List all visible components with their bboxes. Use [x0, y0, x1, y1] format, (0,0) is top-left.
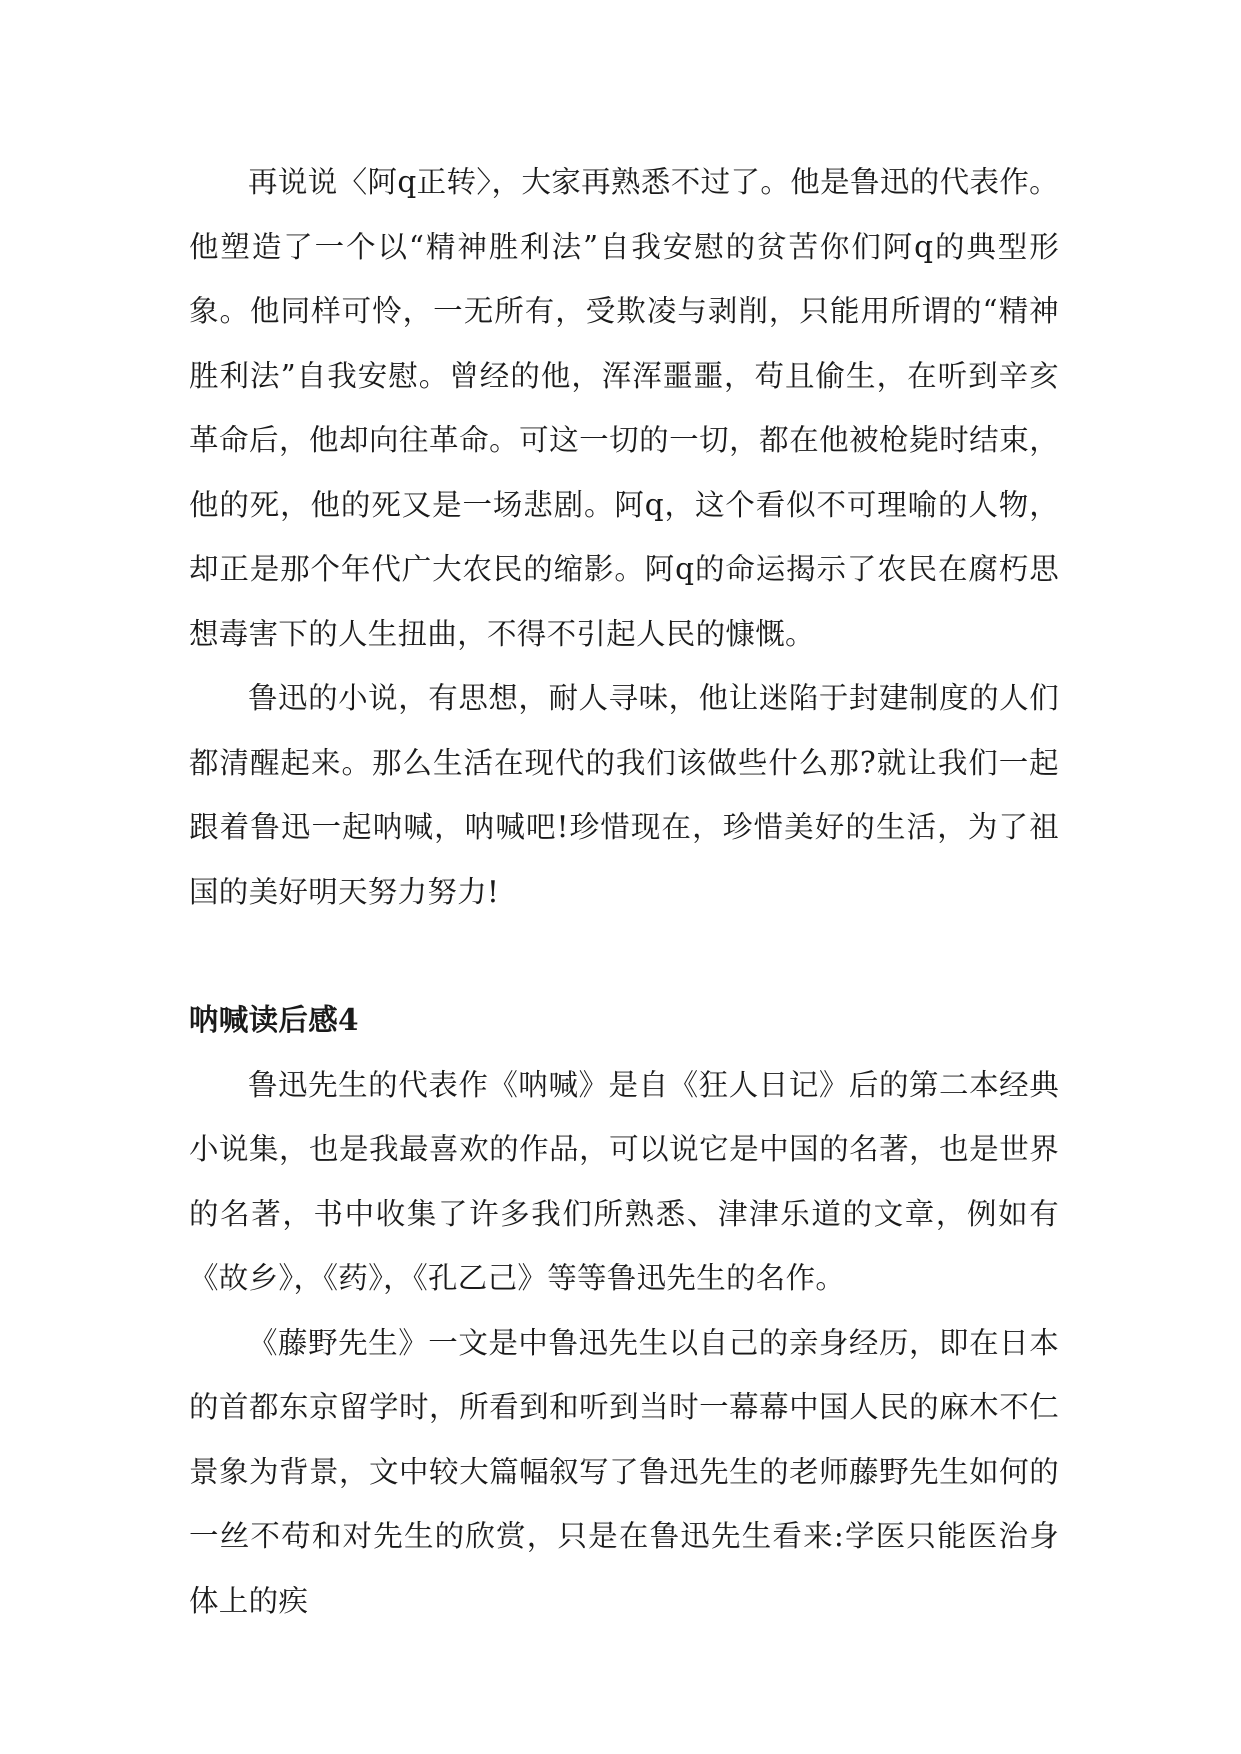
paragraph: 再说说〈阿q正转〉，大家再熟悉不过了。他是鲁迅的代表作。他塑造了一个以“精神胜利法”自我安慰的贫苦你们阿q的典型形象。他同样可怜，一无所有，受欺凌与剥削，只能用所谓的“精神胜利法”自我安慰。曾经的他，浑浑噩噩，苟且偷生，在听到辛亥革命后，他却向往革命。可这一切的一切，都在他被枪毙时结束，他的死，他的死又是一场悲剧。阿q，这个看似不可理喻的人物，却正是那个年代广大农民的缩影。阿q的命运揭示了农民在腐朽思想毒害下的人生扭曲，不得不引起人民的慷慨。 — [189, 165, 1059, 651]
paragraph: 《藤野先生》一文是中鲁迅先生以自己的亲身经历，即在日本的首都东京留学时，所看到和听到当时一幕幕中国人民的麻木不仁景象为背景，文中较大篇幅叙写了鲁迅先生的老师藤野先生如何的一丝不苟和对先生的欣赏，只是在鲁迅先生看来:学医只能医治身体上的疾 — [189, 1325, 1059, 1618]
paragraph: 鲁迅的小说，有思想，耐人寻味，他让迷陷于封建制度的人们都清醒起来。那么生活在现代的我们该做些什么那?就让我们一起跟着鲁迅一起呐喊，呐喊吧!珍惜现在，珍惜美好的生活，为了祖国的美好明天努力努力! — [189, 681, 1059, 909]
document-page — [189, 150, 1059, 1633]
paragraph: 鲁迅先生的代表作《呐喊》是自《狂人日记》后的第二本经典小说集，也是我最喜欢的作品，可以说它是中国的名著，也是世界的名著，书中收集了许多我们所熟悉、津津乐道的文章，例如有《故乡》，《药》，《孔乙己》等等鲁迅先生的名作。 — [189, 1067, 1059, 1295]
section-heading: 呐喊读后感4 — [189, 1002, 359, 1037]
section-spacer — [189, 924, 1059, 988]
